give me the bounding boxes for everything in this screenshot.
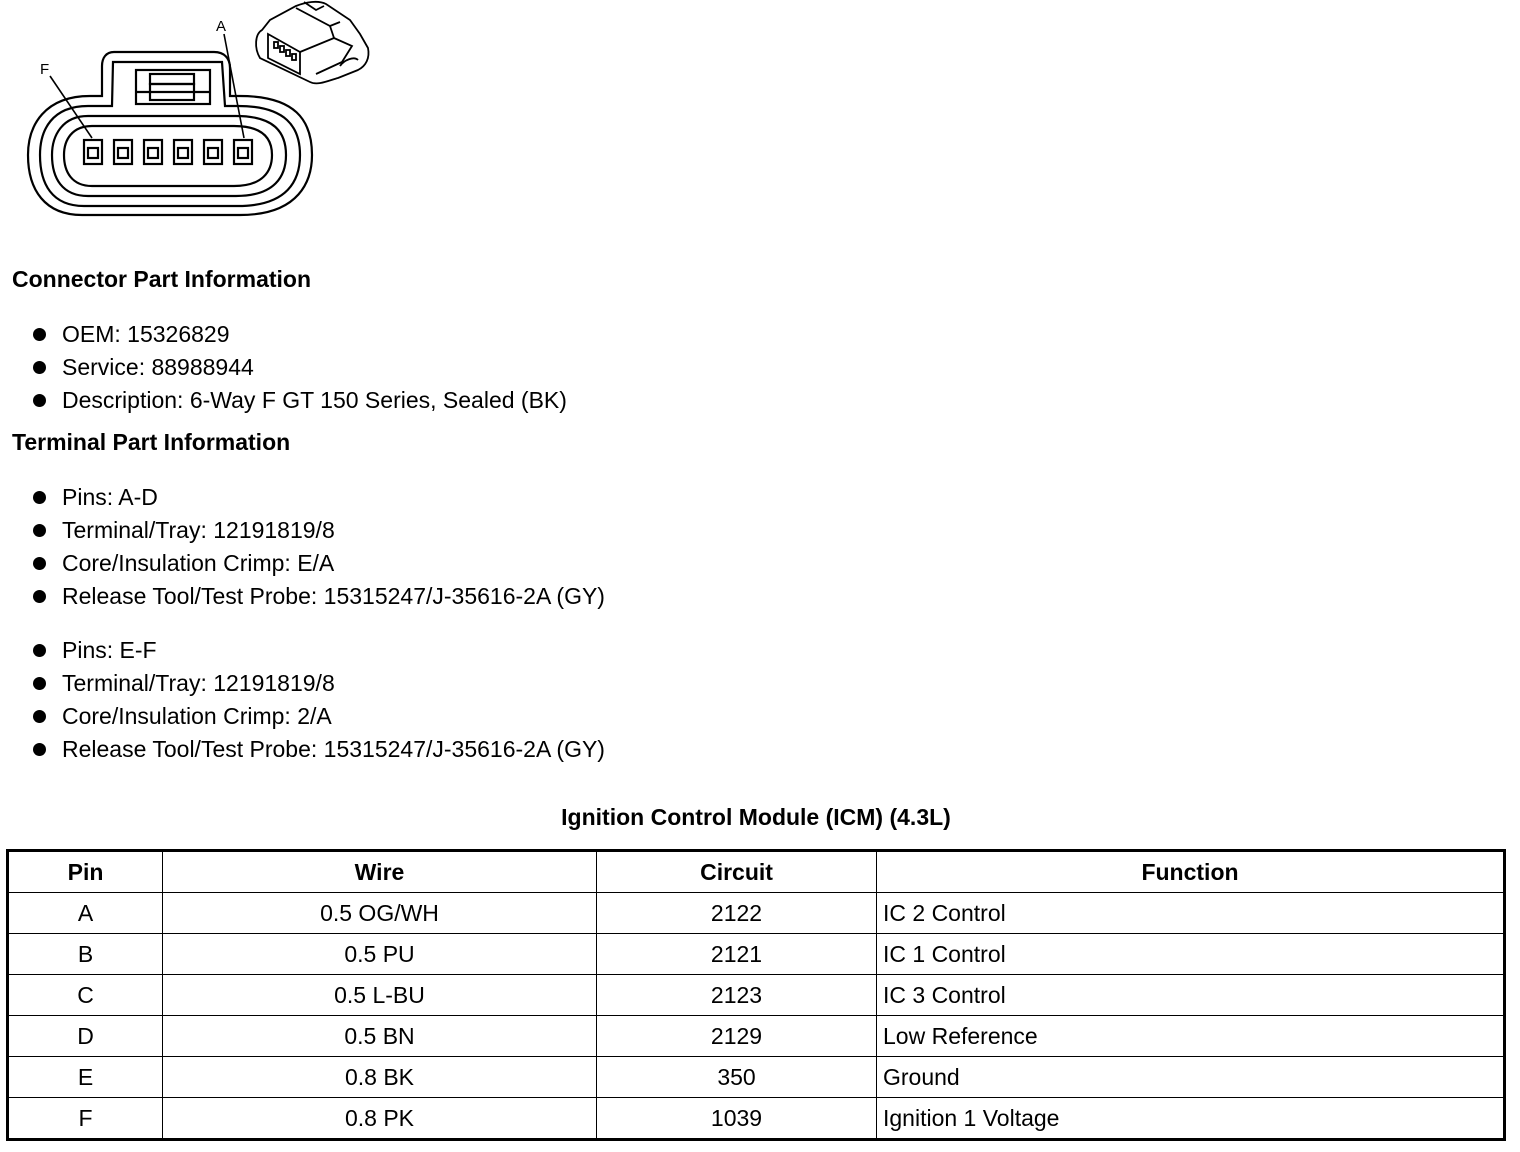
cell-function: Ground [877,1057,1505,1098]
terminal-group-2-list [30,634,605,766]
connector-iso-view [256,2,368,84]
cell-function: Ignition 1 Voltage [877,1098,1505,1140]
cell-wire: 0.5 BN [163,1016,597,1057]
header-circuit: Circuit [597,851,877,893]
cell-pin: A [8,893,163,934]
list-item: Service: 88988944 [30,351,567,384]
bullet-icon [33,743,46,756]
table-row [8,934,1505,975]
bullet-icon [33,491,46,504]
cell-function: Low Reference [877,1016,1505,1057]
bullet-icon [33,710,46,723]
list-item: Core/Insulation Crimp: 2/A [30,700,605,733]
list-item: Release Tool/Test Probe: 15315247/J-35616-2A (GY) [30,733,605,766]
table-row [8,893,1505,934]
cell-circuit: 350 [597,1057,877,1098]
pin-label-a: A [216,18,227,35]
list-item: Pins: E-F [30,634,605,667]
cell-function: IC 1 Control [877,934,1505,975]
table-row [8,975,1505,1016]
table-header-row [8,851,1505,893]
bullet-icon [33,361,46,374]
list-item: Pins: A-D [30,481,605,514]
bullet-icon [33,394,46,407]
cell-wire: 0.5 OG/WH [163,893,597,934]
list-item: Core/Insulation Crimp: E/A [30,547,605,580]
cell-wire: 0.5 L-BU [163,975,597,1016]
bullet-icon [33,677,46,690]
cell-circuit: 2123 [597,975,877,1016]
list-item: Release Tool/Test Probe: 15315247/J-35616-2A (GY) [30,580,605,613]
cell-pin: B [8,934,163,975]
terminal-group-1-list [30,481,605,613]
table-row [8,1098,1505,1140]
header-function: Function [877,851,1505,893]
cell-circuit: 1039 [597,1098,877,1140]
bullet-icon [33,557,46,570]
leader-line-a [224,34,244,138]
bullet-icon [33,524,46,537]
list-item: Description: 6-Way F GT 150 Series, Sealed (BK) [30,384,567,417]
list-item: OEM: 15326829 [30,318,567,351]
cell-circuit: 2129 [597,1016,877,1057]
terminal-part-info-heading: Terminal Part Information [12,429,291,455]
bullet-icon [33,644,46,657]
cell-pin: F [8,1098,163,1140]
cell-circuit: 2121 [597,934,877,975]
pinout-table [6,849,1506,1141]
cell-wire: 0.8 BK [163,1057,597,1098]
cell-wire: 0.8 PK [163,1098,597,1140]
header-pin: Pin [8,851,163,893]
connector-part-info-list [30,318,567,417]
cell-circuit: 2122 [597,893,877,934]
cell-pin: E [8,1057,163,1098]
cell-function: IC 2 Control [877,893,1505,934]
pin-label-f: F [40,61,50,78]
connector-diagram [0,0,400,230]
table-row [8,1057,1505,1098]
cell-wire: 0.5 PU [163,934,597,975]
cell-function: IC 3 Control [877,975,1505,1016]
list-item: Terminal/Tray: 12191819/8 [30,514,605,547]
cell-pin: C [8,975,163,1016]
cell-pin: D [8,1016,163,1057]
list-item: Terminal/Tray: 12191819/8 [30,667,605,700]
connector-part-info-heading: Connector Part Information [12,266,312,292]
table-row [8,1016,1505,1057]
header-wire: Wire [163,851,597,893]
bullet-icon [33,328,46,341]
bullet-icon [33,590,46,603]
table-title: Ignition Control Module (ICM) (4.3L) [561,804,951,830]
pin-cavities [84,140,252,164]
